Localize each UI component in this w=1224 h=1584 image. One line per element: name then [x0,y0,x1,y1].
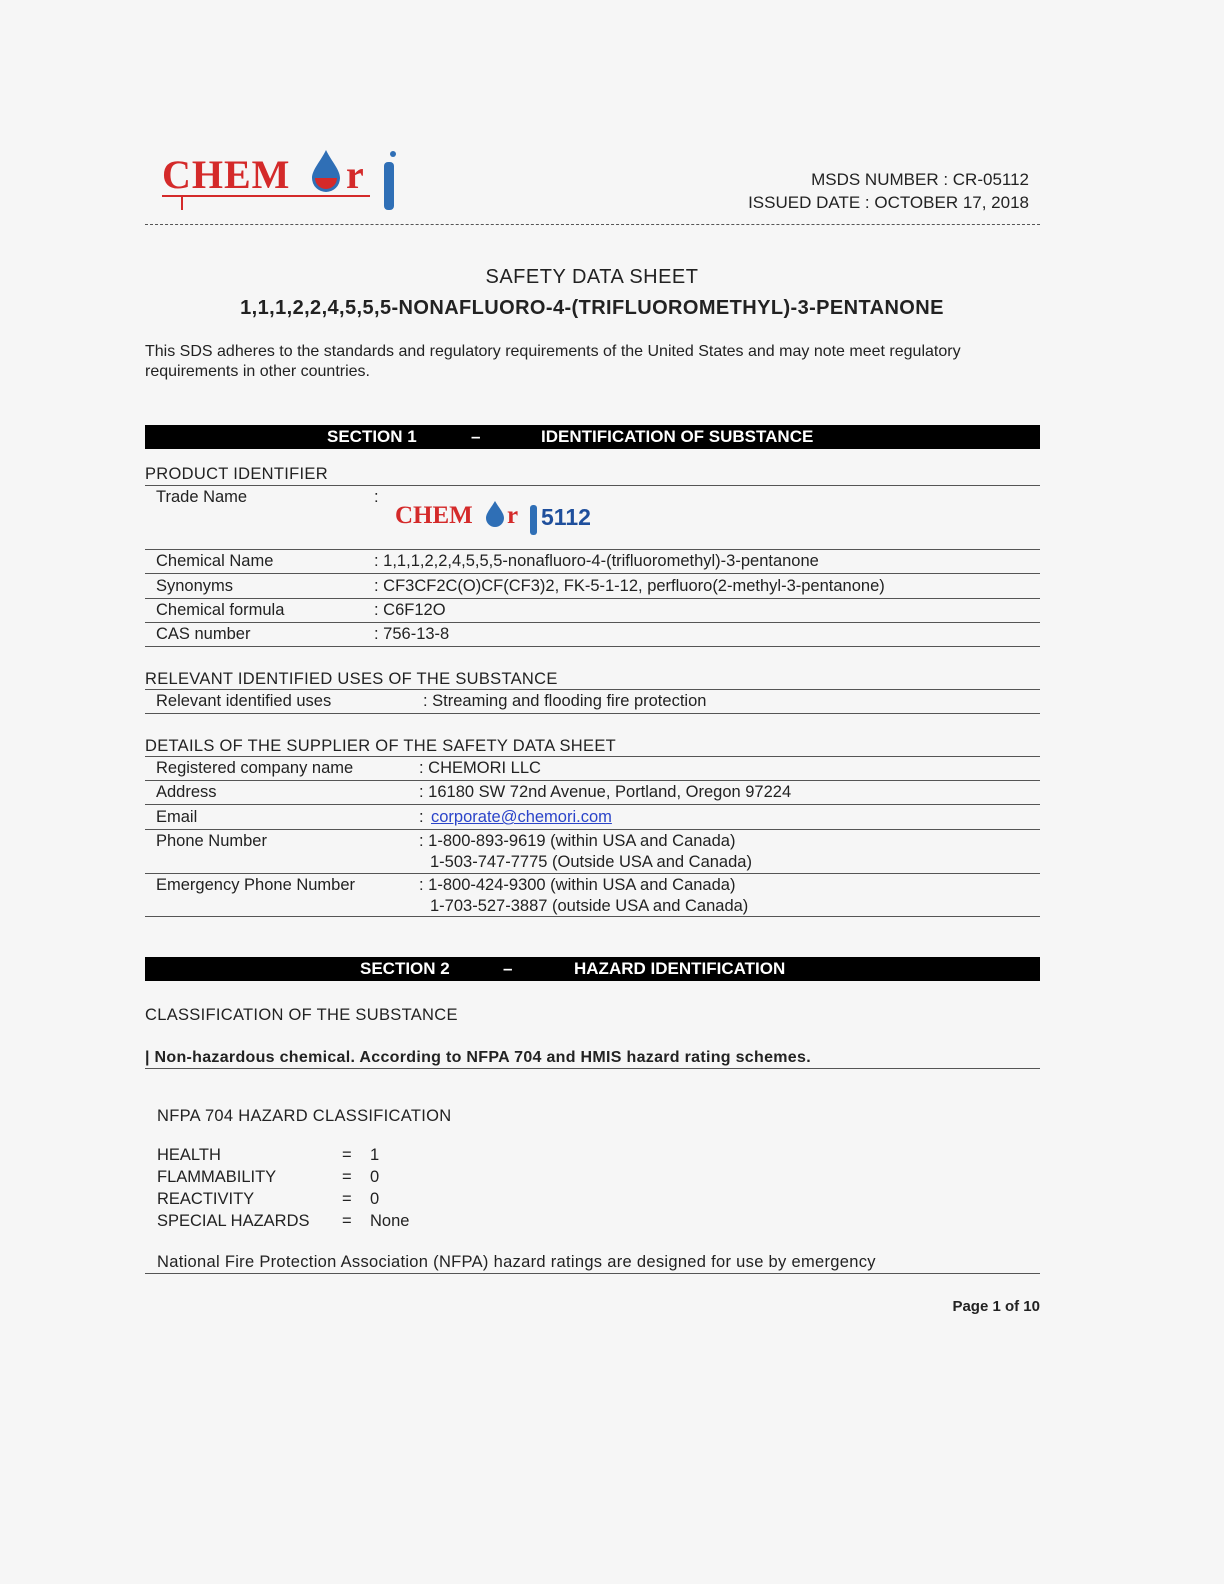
section-2-title: HAZARD IDENTIFICATION [574,959,786,978]
nfpa-eq: = [342,1146,352,1164]
divider [145,829,1040,830]
nfpa-value: 0 [370,1168,380,1186]
address-label: Address [156,783,217,801]
divider [145,1273,1040,1274]
section-1-title: IDENTIFICATION OF SUBSTANCE [541,427,814,446]
divider [145,598,1040,599]
divider [145,756,1040,757]
page-number: Page 1 of 10 [952,1298,1040,1315]
email-link[interactable]: corporate@chemori.com [431,808,612,826]
chemical-formula-value: : C6F12O [374,601,446,619]
document-meta [748,168,1029,214]
trade-logo-drop-icon [486,501,504,527]
email-colon: : [419,808,424,826]
address-value: : 16180 SW 72nd Avenue, Portland, Oregon 97224 [419,783,792,801]
uses-heading: RELEVANT IDENTIFIED USES OF THE SUBSTANCE [145,670,558,688]
trade-logo-text: CHEM [395,502,473,529]
divider [145,713,1040,714]
logo-dot-icon [390,151,396,157]
trade-logo-code: 5112 [541,504,591,530]
msds-number: MSDS NUMBER : CR-05112 [811,170,1029,189]
relevant-uses-value: : Streaming and flooding fire protection [423,692,707,710]
intro-paragraph: This SDS adheres to the standards and regulatory requirements of the United States and may note meet regulatory requirements in other countries. [145,343,961,380]
trade-logo-r: r [507,502,519,529]
divider [145,622,1040,623]
logo-test-tube-icon [384,162,394,210]
chemori-logo-graphic [160,140,420,215]
divider [145,689,1040,690]
product-identifier-heading: PRODUCT IDENTIFIER [145,465,328,483]
divider [145,916,1040,917]
divider [145,646,1040,647]
nfpa-flammability-row [157,1166,409,1188]
nfpa-note: National Fire Protection Association (NFPA) hazard ratings are designed for use by emergency [157,1253,876,1271]
chemical-name-value: : 1,1,1,2,2,4,5,5,5-nonafluoro-4-(trifluoromethyl)-3-pentanone [374,552,819,570]
nfpa-heading: NFPA 704 HAZARD CLASSIFICATION [157,1107,452,1125]
nfpa-key: HEALTH [157,1146,221,1164]
nfpa-health-row [157,1144,409,1166]
nfpa-value: None [370,1212,410,1230]
divider [145,804,1040,805]
section-1-number: SECTION 1 [327,427,417,446]
synonyms-value: : CF3CF2C(O)CF(CF3)2, FK-5-1-12, perfluoro(2-methyl-3-pentanone) [374,577,885,595]
classification-heading: CLASSIFICATION OF THE SUBSTANCE [145,1006,458,1024]
phone-value-2: 1-503-747-7775 (Outside USA and Canada) [430,853,752,871]
chemori-logo [160,140,420,215]
cas-number-value: : 756-13-8 [374,625,450,643]
trade-name-colon: : [374,488,379,506]
divider [145,485,1040,486]
nfpa-eq: = [342,1190,352,1208]
nfpa-key: REACTIVITY [157,1190,255,1208]
logo-text-chem: CHEM [162,152,291,197]
trade-name-row [145,487,1040,547]
nfpa-ratings [157,1144,409,1232]
email-label: Email [156,808,198,826]
trade-name-label: Trade Name [156,488,248,506]
substance-title: 1,1,1,2,2,4,5,5,5-NONAFLUORO-4-(TRIFLUOROMETHYL)-3-PENTANONE [240,297,944,319]
company-name-value: : CHEMORI LLC [419,759,541,777]
section-1-bar [145,425,1040,449]
chemical-formula-label: Chemical formula [156,601,285,619]
document-title: SAFETY DATA SHEET [485,266,699,288]
chemical-name-label: Chemical Name [156,552,274,570]
relevant-uses-label: Relevant identified uses [156,692,332,710]
section-2-bar [145,957,1040,981]
phone-label: Phone Number [156,832,267,850]
trade-name-logo [393,495,623,537]
nfpa-value: 1 [370,1146,380,1164]
issued-date: ISSUED DATE : OCTOBER 17, 2018 [748,193,1029,212]
divider [145,1068,1040,1069]
divider [145,780,1040,781]
emergency-phone-value-2: 1-703-527-3887 (outside USA and Canada) [430,897,749,915]
emergency-phone-label: Emergency Phone Number [156,876,356,894]
synonyms-label: Synonyms [156,577,234,595]
divider [145,573,1040,574]
supplier-heading: DETAILS OF THE SUPPLIER OF THE SAFETY DATA SHEET [145,737,617,755]
nfpa-key: FLAMMABILITY [157,1168,277,1186]
logo-text-r: r [346,152,364,197]
header-divider [145,224,1040,225]
nfpa-value: 0 [370,1190,380,1208]
phone-value-1: : 1-800-893-9619 (within USA and Canada) [419,832,736,850]
nfpa-eq: = [342,1168,352,1186]
divider [145,873,1040,874]
nfpa-key: SPECIAL HAZARDS [157,1212,310,1230]
cas-number-label: CAS number [156,625,251,643]
trade-logo-test-tube-icon [530,505,537,535]
nfpa-special-hazards-row [157,1210,409,1232]
nfpa-reactivity-row [157,1188,409,1210]
divider [145,549,1040,550]
nfpa-eq: = [342,1212,352,1230]
section-1-dash: – [471,427,481,446]
section-2-dash: – [503,959,513,978]
section-2-number: SECTION 2 [360,959,450,978]
classification-text: | Non-hazardous chemical. According to NFPA 704 and HMIS hazard rating schemes. [145,1049,811,1066]
company-name-label: Registered company name [156,759,354,777]
emergency-phone-value-1: : 1-800-424-9300 (within USA and Canada) [419,876,736,894]
